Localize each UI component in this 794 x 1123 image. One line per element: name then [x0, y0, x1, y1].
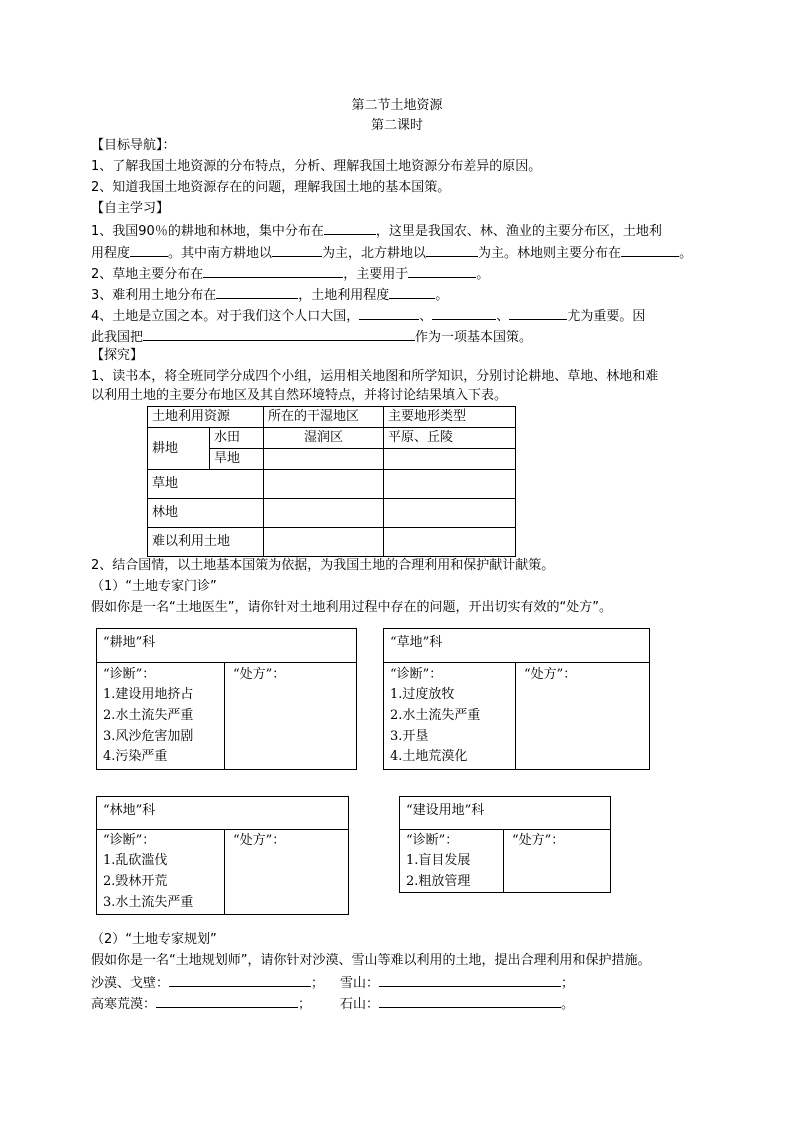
answer-blank[interactable] [324, 220, 376, 235]
planning-line-cold: 高寒荒漠： ； [91, 993, 311, 1015]
question-1-line-2: 用程度 。其中南方耕地以 为主，北方耕地以 为主。林地则主要分布在 。 [91, 242, 692, 264]
diagnosis-item: 2.水土流失严重 [103, 708, 194, 723]
answer-blank[interactable] [389, 284, 435, 299]
prescription-label: “处方”： [524, 667, 577, 682]
answer-blank[interactable] [359, 305, 419, 320]
table-cell-paddy: 水田 [210, 428, 264, 449]
diagnosis-item: 2.粗放管理 [406, 874, 471, 889]
diagnosis-item: 1.过度放牧 [390, 687, 455, 702]
answer-blank[interactable] [432, 305, 496, 320]
goal-item-2: 2、知道我国土地资源存在的问题，理解我国土地的基本国策。 [91, 180, 451, 195]
planning-heading: （2）“土地专家规划” [91, 932, 217, 947]
planning-line-rock: 石山： 。 [340, 993, 574, 1015]
table-header-cell: 土地利用资源 [148, 407, 264, 428]
table-input-cell[interactable] [264, 470, 384, 499]
page-title: 第二节土地资源 [351, 98, 443, 113]
table-cell-unused: 难以利用土地 [148, 528, 264, 557]
table-input-cell[interactable] [264, 528, 384, 557]
answer-blank[interactable] [169, 972, 311, 987]
goal-item-1: 1、了解我国土地资源的分布特点，分析、理解我国土地资源分布差异的原因。 [91, 159, 542, 174]
clinic-title: “林地”科 [103, 803, 156, 818]
question-4-line-2: 此我国把 作为一项基本国策。 [91, 326, 532, 348]
table-cell-forest: 林地 [148, 499, 264, 528]
table-input-cell[interactable] [264, 499, 384, 528]
diagnosis-label: “诊断”： [406, 833, 459, 848]
question-2: 2、草地主要分布在 ，主要用于 。 [91, 263, 489, 285]
clinic-title: “草地”科 [390, 635, 443, 650]
clinic-box-grassland [383, 628, 650, 770]
question-1-line-1: 1、我国90％的耕地和林地，集中分布在 ，这里是我国农、林、渔业的主要分布区，土地利 [91, 220, 662, 242]
explore-paragraph-1a: 1、读书本，将全班同学分成四个小组，运用相关地图和所学知识，分别讨论耕地、草地、林地和难 [91, 369, 659, 384]
table-cell: 湿润区 [264, 428, 384, 449]
diagnosis-item: 3.水土流失严重 [103, 895, 194, 910]
planning-line-desert: 沙漠、戈壁： ； [91, 972, 324, 994]
table-header-cell: 主要地形类型 [384, 407, 516, 428]
diagnosis-item: 4.污染严重 [103, 749, 168, 764]
diagnosis-item: 3.开垦 [390, 729, 429, 744]
table-input-cell[interactable] [384, 449, 516, 470]
question-3: 3、难利用土地分布在 ，土地利用程度 。 [91, 284, 448, 306]
diagnosis-label: “诊断”： [103, 833, 156, 848]
diagnosis-item: 3.风沙危害加剧 [103, 729, 194, 744]
table-row [148, 428, 516, 449]
diagnosis-item: 2.毁林开荒 [103, 874, 168, 889]
clinic-box-forest [96, 796, 349, 915]
clinic-box-farmland [96, 628, 357, 770]
explore-paragraph-2: 2、结合国情，以土地基本国策为依据，为我国土地的合理利用和保护献计献策。 [91, 558, 555, 573]
diagnosis-item: 1.盲目发展 [406, 853, 471, 868]
answer-blank[interactable] [621, 242, 679, 257]
answer-blank[interactable] [379, 972, 561, 987]
diagnosis-item: 2.水土流失严重 [390, 708, 481, 723]
diagnosis-item: 1.建设用地挤占 [103, 687, 194, 702]
answer-blank[interactable] [509, 305, 567, 320]
table-header-row [148, 407, 516, 428]
goals-heading: 【目标导航】： [91, 138, 176, 153]
answer-blank[interactable] [156, 993, 298, 1008]
explore-paragraph-1b: 以利用土地的主要分布地区及其自然环境特点，并将讨论结果填入下表。 [91, 388, 508, 403]
answer-blank[interactable] [143, 326, 415, 341]
answer-blank[interactable] [203, 263, 343, 278]
answer-blank[interactable] [130, 242, 168, 257]
clinic-section-text: 假如你是一名“土地医生”，请你针对土地利用过程中存在的问题，开出切实有效的“处方”。 [91, 600, 612, 615]
self-study-heading: 【自主学习】 [91, 201, 170, 216]
question-4-line-1: 4、土地是立国之本。对于我们这个人口大国， 、 、 尤为重要。因 [91, 305, 645, 327]
table-input-cell[interactable] [384, 499, 516, 528]
diagnosis-item: 4.土地荒漠化 [390, 749, 468, 764]
explore-heading: 【探究】 [91, 348, 144, 363]
answer-blank[interactable] [379, 993, 561, 1008]
prescription-label: “处方”： [233, 667, 286, 682]
answer-blank[interactable] [408, 263, 476, 278]
planning-line-snow: 雪山： ； [340, 972, 574, 994]
table-row [148, 499, 516, 528]
clinic-title: “建设用地”科 [406, 803, 485, 818]
table-input-cell[interactable] [264, 449, 384, 470]
table-cell-grassland: 草地 [148, 470, 264, 499]
table-cell: 平原、丘陵 [384, 428, 516, 449]
clinic-box-construction [399, 796, 611, 893]
diagnosis-label: “诊断”： [103, 667, 156, 682]
table-cell-dryland: 旱地 [210, 449, 264, 470]
table-row [148, 470, 516, 499]
planning-text: 假如你是一名“土地规划师”，请你针对沙漠、雪山等难以利用的土地，提出合理利用和保护措施。 [91, 953, 651, 968]
table-input-cell[interactable] [384, 528, 516, 557]
diagnosis-label: “诊断”： [390, 667, 443, 682]
land-resource-table [147, 406, 516, 557]
page-subtitle: 第二课时 [370, 118, 423, 133]
table-header-cell: 所在的干湿地区 [264, 407, 384, 428]
answer-blank[interactable] [216, 284, 298, 299]
clinic-title: “耕地”科 [103, 635, 156, 650]
table-input-cell[interactable] [384, 470, 516, 499]
clinic-section-heading: （1）“土地专家门诊” [91, 579, 217, 594]
answer-blank[interactable] [426, 242, 478, 257]
table-row [148, 528, 516, 557]
diagnosis-item: 1.乱砍滥伐 [103, 853, 168, 868]
prescription-label: “处方”： [233, 833, 286, 848]
answer-blank[interactable] [272, 242, 322, 257]
table-cell-farmland: 耕地 [148, 428, 210, 470]
prescription-label: “处方”： [512, 833, 565, 848]
